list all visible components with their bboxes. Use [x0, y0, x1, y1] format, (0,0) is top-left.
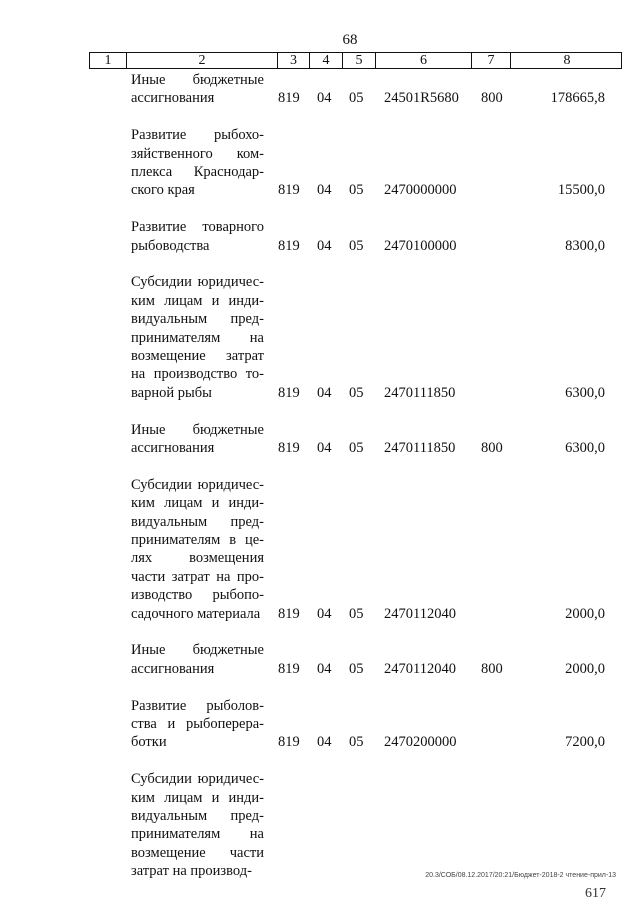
row-c5: 05	[349, 384, 364, 401]
row-c5: 05	[349, 439, 364, 456]
row-name	[131, 218, 264, 255]
row-c6: 2470100000	[384, 237, 457, 254]
row-name-line: ского края	[131, 182, 195, 199]
row-name-line: зяйственного ком-	[131, 145, 264, 162]
row-c4: 04	[317, 660, 332, 677]
row-c3: 819	[278, 734, 300, 751]
row-name-line: ассигнования	[131, 440, 215, 456]
row-name-line: Развитие товарного	[131, 219, 264, 236]
row-name-line: ким лицам и инди-	[131, 495, 264, 512]
row-c6: 2470112040	[384, 605, 456, 622]
row-name	[131, 421, 264, 458]
header-col-6: 6	[376, 53, 472, 68]
header-col-5: 5	[343, 53, 376, 68]
row-c6: 2470200000	[384, 734, 457, 751]
row-c5: 05	[349, 182, 364, 199]
header-col-4: 4	[310, 53, 343, 68]
row-name-line: ассигнования	[131, 660, 215, 677]
row-c8: 2000,0	[565, 605, 605, 622]
row-c4: 04	[317, 439, 332, 456]
row-name	[131, 641, 264, 678]
row-name-line: видуальным пред-	[131, 311, 264, 328]
row-name	[131, 770, 264, 880]
row-c4: 04	[317, 734, 332, 751]
row-c6: 2470111850	[384, 384, 456, 401]
header-col-7: 7	[472, 53, 511, 68]
row-name	[131, 126, 264, 200]
row-c3: 819	[278, 439, 300, 456]
row-name-line: видуальным пред-	[131, 513, 264, 530]
row-c4: 04	[317, 237, 332, 254]
header-col-1: 1	[90, 53, 127, 68]
row-name-line: Субсидии юридичес-	[131, 476, 264, 493]
table-header	[89, 52, 622, 69]
row-name-line: Иные бюджетные	[131, 421, 264, 438]
row-name-line: части затрат на про-	[131, 568, 264, 585]
row-c5: 05	[349, 605, 364, 622]
row-name-line: варной рыбы	[131, 384, 212, 401]
row-c4: 04	[317, 605, 332, 622]
row-c5: 05	[349, 237, 364, 254]
row-c6: 24501R5680	[384, 90, 459, 107]
row-c5: 05	[349, 90, 364, 107]
row-name-line: принимателям в це-	[131, 532, 264, 549]
footer-stamp: 20.3/СОБ/08.12.2017/20:21/Бюджет-2018-2 чтение-прил-13	[425, 872, 616, 879]
row-name-line: садочного материала	[131, 605, 261, 622]
row-name-line: изводство рыбопо-	[131, 587, 264, 604]
row-c8: 15500,0	[557, 182, 605, 199]
row-name-line: Иные бюджетные	[131, 642, 264, 659]
row-c4: 04	[317, 384, 332, 401]
row-name-line: видуальным пред-	[131, 808, 264, 824]
row-name-line: плекса Краснодар-	[131, 164, 264, 180]
row-name-line: Субсидии юридичес-	[131, 274, 264, 291]
row-name-line: ботки	[131, 734, 167, 751]
row-c8: 6300,0	[565, 384, 605, 401]
row-c3: 819	[278, 237, 300, 254]
row-c3: 819	[278, 384, 300, 401]
row-c5: 05	[349, 660, 364, 677]
row-c6: 2470000000	[384, 182, 457, 199]
row-name-line: возмещение части	[131, 844, 264, 861]
row-name-line: Иные бюджетные	[131, 72, 264, 88]
row-name	[131, 476, 264, 623]
row-c3: 819	[278, 90, 300, 107]
row-name-line: лях возмещения	[131, 550, 264, 567]
header-col-2: 2	[127, 53, 278, 68]
row-name-line: возмещение затрат	[131, 348, 264, 365]
row-c6: 2470111850	[384, 439, 456, 456]
row-name	[131, 697, 264, 752]
row-name-line: ким лицам и инди-	[131, 789, 264, 806]
row-name	[131, 71, 264, 108]
row-name-line: ства и рыбоперера-	[131, 716, 264, 732]
row-c4: 04	[317, 182, 332, 199]
row-name-line: ким лицам и инди-	[131, 292, 264, 309]
row-name-line: на производство то-	[131, 366, 264, 383]
row-c4: 04	[317, 90, 332, 107]
row-c3: 819	[278, 660, 300, 677]
row-name-line: затрат на производ-	[131, 863, 252, 880]
row-name-line: принимателям на	[131, 329, 264, 346]
row-c6: 2470112040	[384, 660, 456, 677]
row-name-line: принимателям на	[131, 826, 264, 843]
row-name-line: рыбоводства	[131, 237, 210, 254]
row-c5: 05	[349, 734, 364, 751]
row-c3: 819	[278, 182, 300, 199]
row-name-line: Субсидии юридичес-	[131, 771, 264, 788]
row-c7: 800	[481, 439, 503, 456]
page-number: 68	[342, 32, 358, 48]
row-c3: 819	[278, 605, 300, 622]
row-c8: 2000,0	[565, 660, 605, 677]
row-c8: 8300,0	[565, 237, 605, 254]
header-col-8: 8	[563, 53, 571, 68]
row-name-line: Развитие рыбохо-	[131, 127, 264, 144]
footer-page-number: 617	[585, 886, 606, 901]
row-name	[131, 273, 264, 402]
row-name-line: ассигнования	[131, 90, 215, 107]
row-c7: 800	[481, 660, 503, 677]
row-c7: 800	[481, 90, 503, 107]
row-c8: 7200,0	[565, 734, 605, 751]
header-col-3: 3	[278, 53, 310, 68]
row-c8: 6300,0	[565, 439, 605, 456]
row-c8: 178665,8	[550, 90, 605, 107]
row-name-line: Развитие рыболов-	[131, 697, 264, 714]
